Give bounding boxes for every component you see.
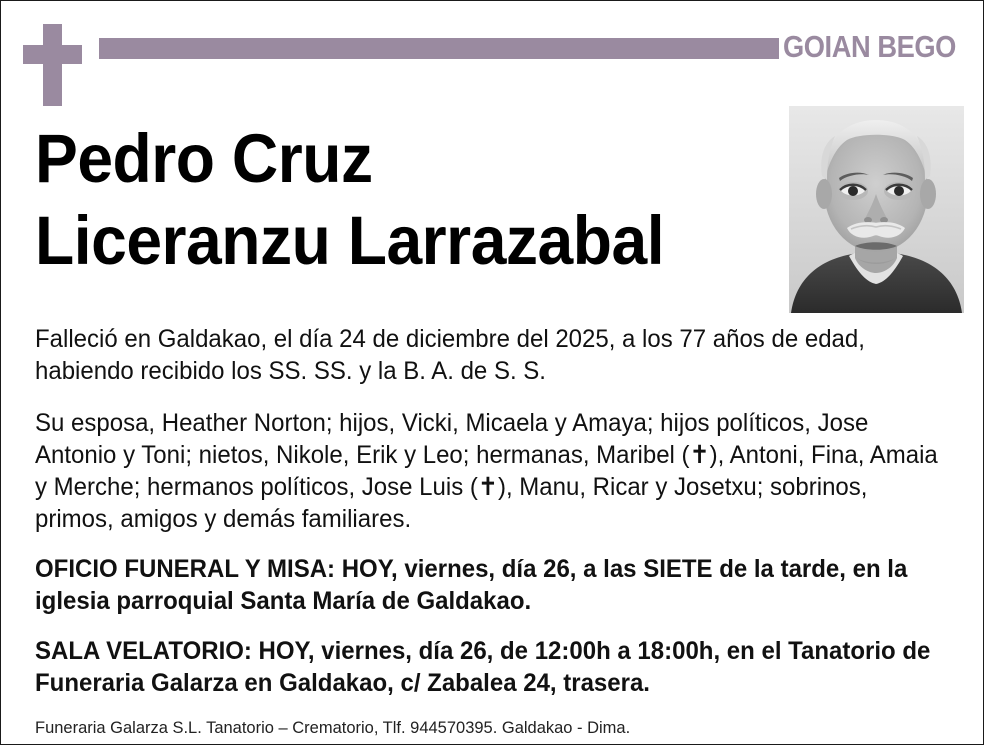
portrait-photo: [789, 106, 964, 313]
cross-vertical-bar: [43, 24, 62, 106]
latin-cross-icon: [23, 24, 79, 106]
name-and-portrait-block: [1, 106, 983, 321]
death-notice-text: Falleció en Galdakao, el día 24 de diciembre del 2025, a los 77 años de edad, habiendo recibido los SS. SS. y la B. A. de S. S.: [35, 325, 865, 385]
header-accent-bar: [99, 38, 779, 59]
notice-header: [1, 1, 983, 106]
page-title: [35, 118, 742, 282]
deceased-name-line-1: Pedro Cruz: [35, 120, 373, 197]
deceased-name-line-2: Liceranzu Larrazabal: [35, 202, 665, 279]
cross-horizontal-bar: [23, 45, 82, 64]
funeral-service-text: OFICIO FUNERAL Y MISA: HOY, viernes, día 26, a las SIETE de la tarde, en la iglesia parroquial Santa María de Galdakao.: [35, 555, 908, 615]
wake-room-text: SALA VELATORIO: HOY, viernes, día 26, de 12:00h a 18:00h, en el Tanatorio de Funeraria Galarza en Galdakao, c/ Zabalea 24, trasera.: [35, 637, 931, 697]
notice-body: [1, 323, 983, 739]
funeral-home-footer: Funeraria Galarza S.L. Tanatorio – Crematorio, Tlf. 944570395. Galdakao - Dima.: [35, 718, 631, 737]
family-survivors-text: Su esposa, Heather Norton; hijos, Vicki, Micaela y Amaya; hijos políticos, Jose Antonio y Toni; nietos, Nikole, Erik y Leo; hermanas, Maribel (✝), Antoni, Fina, Amaia y Merche; hermanos políticos, Jose Luis (✝), Manu, Ricar y Josetxu; sobrinos, primos, amigos y demás familiares.: [35, 409, 938, 533]
header-title: GOIAN BEGO: [783, 29, 956, 64]
